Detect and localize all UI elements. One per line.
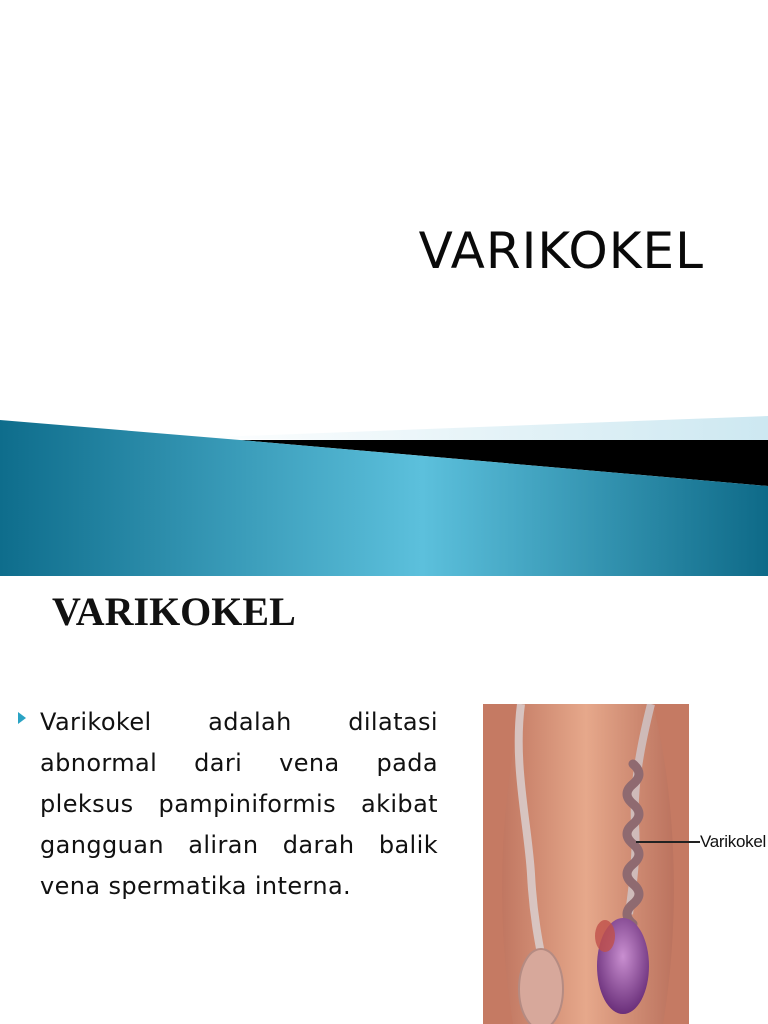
bullet-text: Varikokel adalah dilatasi abnormal dari vena pada pleksus pampiniformis akibat gangguan aliran darah balik vena spermatika interna.: [40, 708, 438, 900]
decorative-band: [0, 400, 768, 576]
varicocele-illustration: [483, 704, 689, 1024]
illustration-background: [483, 704, 689, 1024]
illustration-label: Varikokel: [700, 832, 766, 851]
band-light-stripe: [190, 416, 768, 440]
triangle-bullet-icon: [18, 712, 26, 724]
slide-title: VARIKOKEL: [418, 222, 704, 280]
label-leader-line: [636, 841, 700, 843]
left-testis-outline: [519, 949, 563, 1024]
epididymis: [595, 920, 615, 952]
bullet-item: [18, 702, 438, 907]
content-slide: [0, 576, 768, 1024]
slide-heading: VARIKOKEL: [52, 589, 296, 634]
